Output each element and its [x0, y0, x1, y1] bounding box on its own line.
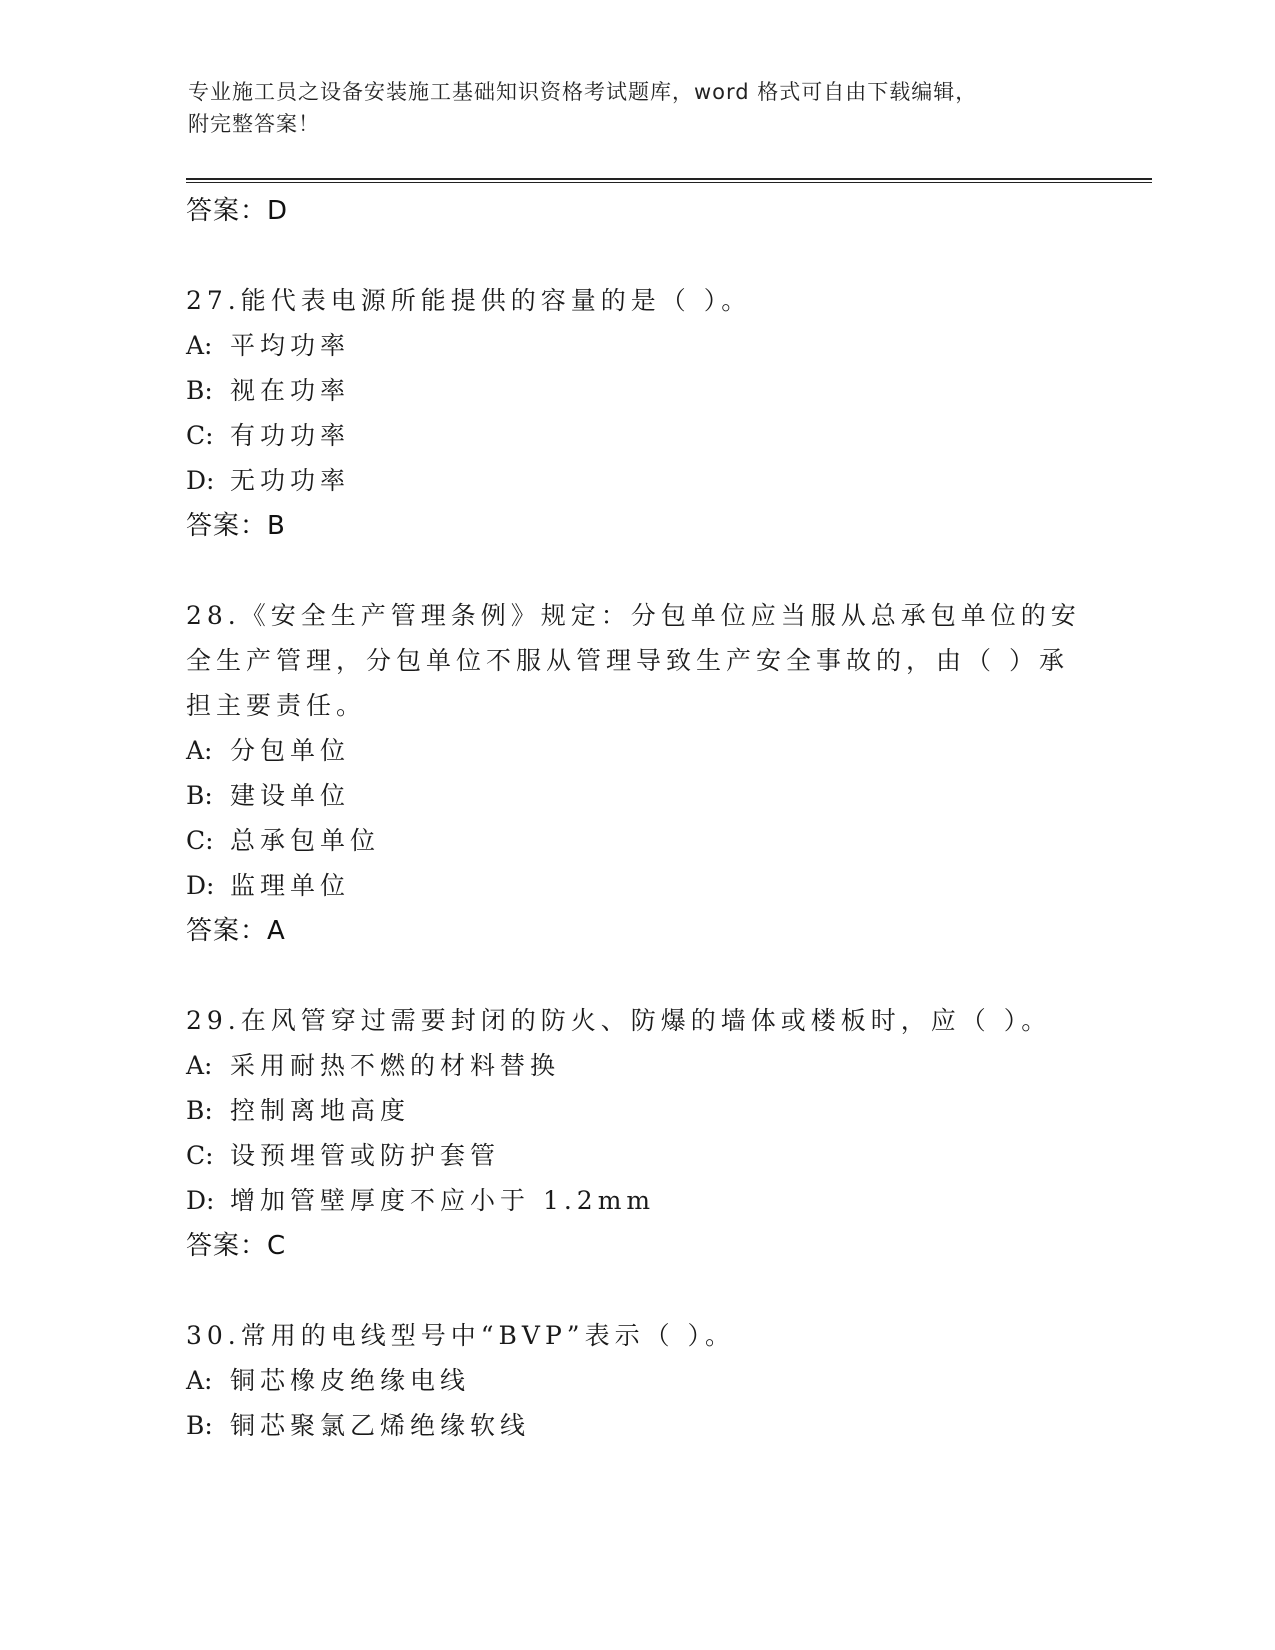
option-c — [186, 413, 1086, 458]
option-d — [186, 458, 1086, 503]
page-header — [188, 76, 1068, 140]
option-text: 增加管壁厚度不应小于 1.2mm — [230, 1186, 656, 1215]
option-text: 铜芯橡皮绝缘电线 — [230, 1366, 471, 1395]
option-text: 铜芯聚氯乙烯绝缘软线 — [230, 1411, 531, 1440]
option-key: B: — [186, 1411, 213, 1440]
option-key: B: — [186, 1096, 213, 1125]
question-stem: 28.《安全生产管理条例》规定：分包单位应当服从总承包单位的安全生产管理，分包单位不服从管理导致生产安全事故的，由（ ）承担主要责任。 — [186, 601, 1081, 720]
option-key: D: — [186, 1186, 215, 1215]
option-key: D: — [186, 871, 215, 900]
question-stem: 30.常用的电线型号中“BVP”表示（ ）。 — [186, 1321, 736, 1350]
option-text: 总承包单位 — [230, 826, 381, 855]
option-d — [186, 1178, 1086, 1223]
option-text: 控制离地高度 — [230, 1096, 411, 1125]
option-text: 分包单位 — [230, 736, 351, 765]
option-key: B: — [186, 781, 213, 810]
option-key: C: — [186, 1141, 214, 1170]
answer-line: 答案：B — [186, 511, 286, 541]
option-b — [186, 773, 1086, 818]
option-text: 采用耐热不燃的材料替换 — [230, 1051, 561, 1080]
answer-line: 答案：D — [186, 196, 289, 226]
question-30 — [186, 1313, 1086, 1448]
option-key: B: — [186, 376, 213, 405]
option-c — [186, 1133, 1086, 1178]
option-b — [186, 1403, 1086, 1448]
option-d — [186, 863, 1086, 908]
question-28 — [186, 593, 1086, 954]
option-b — [186, 368, 1086, 413]
option-a — [186, 728, 1086, 773]
answer-line: 答案：A — [186, 916, 286, 946]
header-line-2: 附完整答案！ — [188, 112, 320, 136]
option-key: C: — [186, 826, 214, 855]
question-stem: 27.能代表电源所能提供的容量的是（ ）。 — [186, 286, 752, 315]
question-29 — [186, 998, 1086, 1269]
option-c — [186, 818, 1086, 863]
option-key: C: — [186, 421, 214, 450]
option-a — [186, 1358, 1086, 1403]
question-27 — [186, 278, 1086, 549]
option-key: A: — [186, 331, 213, 360]
option-text: 平均功率 — [230, 331, 351, 360]
option-key: A: — [186, 1366, 213, 1395]
option-a — [186, 323, 1086, 368]
question-stem: 29.在风管穿过需要封闭的防火、防爆的墙体或楼板时，应（ ）。 — [186, 1006, 1052, 1035]
option-key: A: — [186, 1051, 213, 1080]
option-a — [186, 1043, 1086, 1088]
option-text: 有功功率 — [230, 421, 351, 450]
option-text: 监理单位 — [230, 871, 351, 900]
option-key: A: — [186, 736, 213, 765]
option-text: 无功功率 — [230, 466, 351, 495]
option-b — [186, 1088, 1086, 1133]
option-text: 设预埋管或防护套管 — [230, 1141, 501, 1170]
option-text: 视在功率 — [230, 376, 351, 405]
header-divider — [186, 178, 1152, 183]
option-key: D: — [186, 466, 215, 495]
question-list — [186, 188, 1086, 1448]
header-line-1: 专业施工员之设备安装施工基础知识资格考试题库，word 格式可自由下载编辑， — [188, 80, 978, 104]
option-text: 建设单位 — [230, 781, 351, 810]
answer-line: 答案：C — [186, 1231, 287, 1261]
